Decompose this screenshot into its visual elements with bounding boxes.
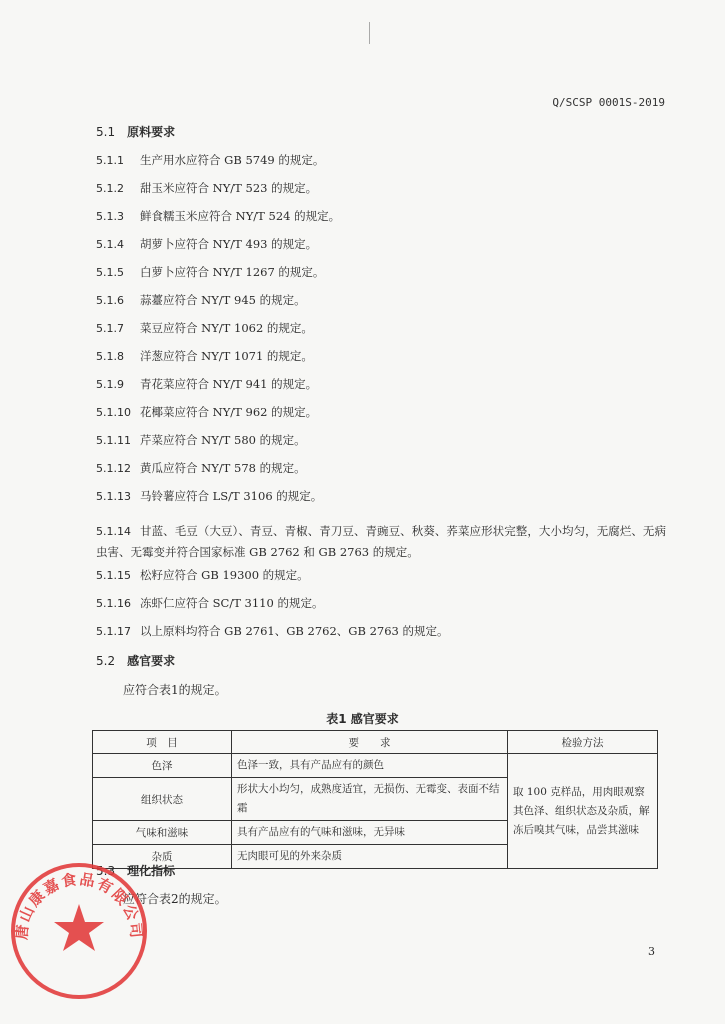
page-number: 3	[648, 945, 655, 958]
list-item-text: 蒜薹应符合 NY/T 945 的规定。	[140, 293, 306, 307]
list-item-number: 5.1.7	[96, 322, 124, 335]
list-item-number: 5.1.8	[96, 350, 124, 363]
table-1-title: 表1 感官要求	[326, 712, 399, 726]
list-item-number: 5.1.4	[96, 238, 124, 251]
list-item-text: 生产用水应符合 GB 5749 的规定。	[140, 153, 325, 167]
table-header-method: 检验方法	[508, 731, 658, 754]
list-item	[96, 486, 666, 507]
list-item-text: 冻虾仁应符合 SC/T 3110 的规定。	[140, 596, 324, 610]
list-item-text: 胡萝卜应符合 NY/T 493 的规定。	[140, 237, 318, 251]
list-item	[96, 346, 666, 367]
list-item-number: 5.1.3	[96, 210, 124, 223]
list-item	[96, 318, 666, 339]
table-header-item: 项 目	[93, 731, 232, 754]
section-5-3-text: 应符合表2的规定。	[123, 892, 227, 906]
table-cell-item: 气味和滋味	[93, 821, 232, 845]
company-seal-icon	[4, 856, 154, 1006]
list-item	[96, 521, 666, 563]
section-5-2-heading: 5.2 感官要求	[96, 654, 176, 668]
list-item-number: 5.1.14	[96, 525, 131, 538]
table-cell-requirement: 色泽一致，具有产品应有的颜色	[232, 754, 508, 778]
list-item-text: 以上原料均符合 GB 2761、GB 2762、GB 2763 的规定。	[140, 624, 449, 638]
section-5-1-heading: 5.1 原料要求	[96, 125, 176, 139]
list-item	[96, 206, 666, 227]
list-item-text: 青花菜应符合 NY/T 941 的规定。	[140, 377, 318, 391]
list-item-number: 5.1.10	[96, 406, 131, 419]
table-cell-item: 组织状态	[93, 778, 232, 821]
sensory-requirements-table	[92, 730, 658, 869]
section-5-3-heading: 5.3 理化指标	[96, 864, 176, 878]
list-item	[96, 565, 666, 586]
list-item-text: 黄瓜应符合 NY/T 578 的规定。	[140, 461, 306, 475]
section-5-2-text: 应符合表1的规定。	[123, 683, 227, 697]
table-cell-requirement: 具有产品应有的气味和滋味，无异味	[232, 821, 508, 845]
list-item-text: 马铃薯应符合 LS/T 3106 的规定。	[140, 489, 323, 503]
list-item-number: 5.1.12	[96, 462, 131, 475]
list-item-number: 5.1.11	[96, 434, 131, 447]
list-item	[96, 234, 666, 255]
list-item-text: 花椰菜应符合 NY/T 962 的规定。	[140, 405, 318, 419]
list-item-text: 洋葱应符合 NY/T 1071 的规定。	[140, 349, 313, 363]
list-item	[96, 178, 666, 199]
list-item-number: 5.1.16	[96, 597, 131, 610]
table-cell-item: 色泽	[93, 754, 232, 778]
svg-text:唐山康嘉食品有限公司: 唐山康嘉食品有限公司	[12, 870, 146, 941]
list-item	[96, 262, 666, 283]
list-item-number: 5.1.9	[96, 378, 124, 391]
list-item-number: 5.1.5	[96, 266, 124, 279]
list-item-text: 芹菜应符合 NY/T 580 的规定。	[140, 433, 306, 447]
table-header-requirement: 要 求	[232, 731, 508, 754]
table-cell-item: 杂质	[93, 845, 232, 869]
list-item	[96, 150, 666, 171]
table-cell-method: 取 100 克样品，用肉眼观察其色泽、组织状态及杂质，解冻后嗅其气味，品尝其滋味	[508, 754, 658, 869]
list-item-text: 松籽应符合 GB 19300 的规定。	[140, 568, 309, 582]
table-cell-requirement: 形状大小均匀，成熟度适宜，无损伤、无霉变、表面不结霜	[232, 778, 508, 821]
list-item	[96, 458, 666, 479]
list-item-text: 甜玉米应符合 NY/T 523 的规定。	[140, 181, 318, 195]
list-item-text: 白萝卜应符合 NY/T 1267 的规定。	[140, 265, 325, 279]
list-item	[96, 593, 666, 614]
list-item-number: 5.1.1	[96, 154, 124, 167]
table-cell-requirement: 无肉眼可见的外来杂质	[232, 845, 508, 869]
scan-mark	[369, 22, 370, 44]
list-item	[96, 430, 666, 451]
list-item-text: 鲜食糯玉米应符合 NY/T 524 的规定。	[140, 209, 341, 223]
list-item-text: 甘蓝、毛豆（大豆）、青豆、青椒、青刀豆、青豌豆、秋葵、荞菜应形状完整，大小均匀，无腐烂、无病虫害、无霉变并符合国家标准 GB 2762 和 GB 2763 的规定。	[96, 524, 666, 559]
list-item-number: 5.1.13	[96, 490, 131, 503]
table-header-row	[93, 731, 658, 754]
table-row	[93, 754, 658, 778]
list-item-number: 5.1.6	[96, 294, 124, 307]
list-item	[96, 402, 666, 423]
list-item-number: 5.1.17	[96, 625, 131, 638]
document-code: Q/SCSP 0001S-2019	[552, 96, 665, 109]
list-item-number: 5.1.2	[96, 182, 124, 195]
list-item	[96, 374, 666, 395]
list-item	[96, 290, 666, 311]
list-item-text: 菜豆应符合 NY/T 1062 的规定。	[140, 321, 313, 335]
list-item	[96, 621, 666, 642]
list-item-number: 5.1.15	[96, 569, 131, 582]
